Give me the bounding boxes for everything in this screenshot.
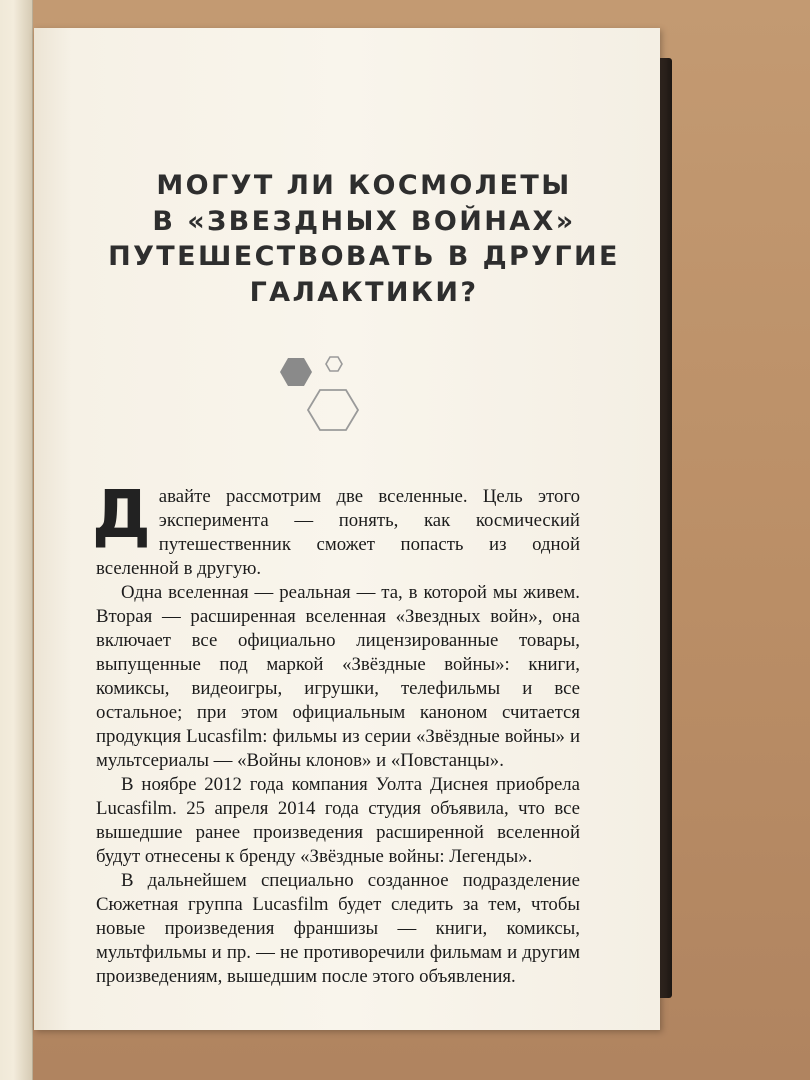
hexagon-ornament-icon (274, 350, 374, 440)
chapter-title-line-3: ПУТЕШЕСТВОВАТЬ В ДРУГИЕ (108, 241, 620, 272)
large-outline-hexagon (308, 390, 358, 430)
filled-hexagon (280, 358, 312, 386)
chapter-title-line-4: ГАЛАКТИКИ? (249, 276, 479, 308)
paragraph-4: В дальнейшем специально созданное подразделение Сюжетная группа Lucasfilm будет следить за тем, чтобы новые произведения франшизы — книги, комиксы, мультфильмы и пр. — не противоречили фильмам и другим произведениям, вышедшим после этого объявления. (96, 870, 580, 987)
chapter-title (94, 168, 634, 310)
paragraph-1-text: авайте рассмотрим две вселенные. Цель этого эксперимента — понять, как космический путешественник сможет попасть из одной вселенной в другую. (96, 486, 580, 579)
book-page (34, 28, 660, 1030)
paragraph-3: В ноябре 2012 года компания Уолта Диснея приобрела Lucasfilm. 25 апреля 2014 года студия объявила, что все вышедшие ранее произведения расширенной вселенной будут отнесены к бренду «Звёздные войны: Легенды». (96, 774, 580, 867)
body-text (92, 476, 580, 989)
previous-page-edge (0, 0, 33, 1080)
paragraph-1 (92, 476, 580, 581)
chapter-title-line-2: В «ЗВЕЗДНЫХ ВОЙНАХ» (152, 205, 576, 237)
small-outline-hexagon (326, 357, 342, 371)
paragraph-2: Одна вселенная — реальная — та, в которой мы живем. Вторая — расширенная вселенная «Звездных войн», она включает все официально лицензированные товары, выпущенные под маркой «Звёздные войны»: книги, комиксы, видеоигры, игрушки, телефильмы и все остальное; при этом официальным каноном считается продукция Lucasfilm: фильмы из серии «Звёздные войны» и мультсериалы — «Войны клонов» и «Повстанцы». (96, 582, 580, 771)
drop-cap: Д (92, 476, 151, 553)
chapter-title-line-1: МОГУТ ЛИ КОСМОЛЕТЫ (156, 170, 572, 201)
